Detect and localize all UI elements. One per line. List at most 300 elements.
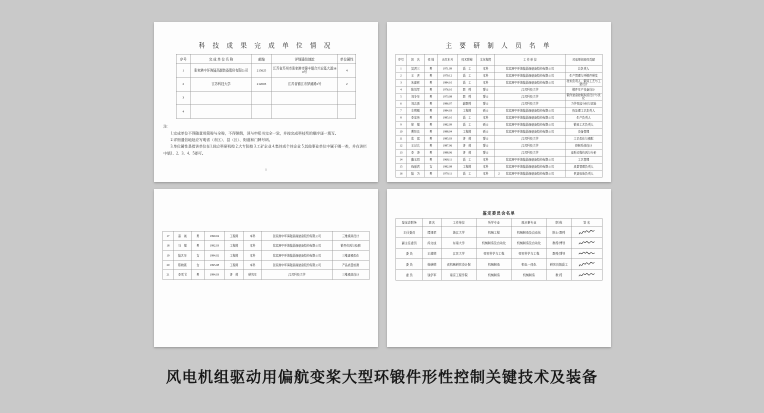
table-cell	[191, 105, 252, 119]
table-cell: 男	[425, 135, 437, 142]
page4-content	[387, 189, 611, 347]
table-cell: 生产负责人	[565, 114, 602, 121]
table-cell: 1988.04	[437, 128, 458, 135]
table-cell: 教 授	[546, 269, 571, 280]
table-cell: 2	[338, 77, 356, 91]
table-cell: 男	[425, 65, 437, 72]
page-thumbnail-3[interactable]	[154, 189, 378, 347]
table-cell: 4	[176, 105, 190, 119]
table-row	[396, 156, 602, 163]
table-cell: 工艺优化与模拟	[565, 135, 602, 142]
table-cell: 硕士	[476, 121, 495, 128]
table-row	[396, 79, 602, 86]
achievement-title: 风电机组驱动用偏航变桨大型环锻件形性控制关键技术及装备	[165, 369, 598, 386]
column-header: 序号	[176, 54, 190, 64]
header-row	[396, 54, 602, 65]
table-cell	[338, 105, 356, 119]
table-cell: 张家港中环海陆高端装备股份有限公司	[495, 170, 565, 177]
column-header: 详细通信地址	[271, 54, 337, 64]
appraisal-committee-table	[396, 218, 603, 280]
table-row	[396, 114, 602, 121]
table-row	[396, 142, 602, 149]
table-cell: 教授/博导	[546, 237, 571, 248]
table-cell: 设备管理	[565, 128, 602, 135]
table-cell: 高 工	[458, 79, 477, 86]
table-row	[163, 241, 369, 251]
table-cell: 锻件生产设备设计	[565, 86, 602, 93]
table-cell: 1979.11	[437, 170, 458, 177]
table-cell: 张家港中环海陆高端装备股份有限公司	[495, 128, 565, 135]
table-cell: 本科	[476, 79, 495, 86]
table-cell: 男	[425, 128, 437, 135]
table-row	[396, 65, 602, 72]
personnel-table-continued	[163, 231, 370, 280]
table-cell: 钱学军	[423, 269, 442, 280]
column-header: 现从事专业	[511, 218, 546, 226]
table-cell: 1985.10	[437, 114, 458, 121]
table-row	[396, 86, 602, 93]
table-cell: 讲 师	[458, 142, 477, 149]
table-cell: 工程师	[458, 163, 477, 170]
table-cell: 博士	[476, 93, 495, 100]
table-cell: 10	[396, 128, 406, 135]
table-row	[396, 128, 602, 135]
signature-scribble	[578, 228, 596, 235]
table-cell: 本科	[476, 114, 495, 121]
table-cell: 陈晓燕	[173, 260, 192, 270]
table-cell: 东南大学	[441, 237, 476, 248]
table-cell: 教 授	[458, 86, 477, 93]
table-cell: 本科	[243, 250, 262, 260]
table-cell: 工程师	[458, 107, 477, 114]
table-cell: 2	[176, 77, 190, 91]
table-cell: 高 工	[458, 114, 477, 121]
table-cell: 主任委员	[396, 227, 423, 238]
table-cell: 南京工程学院	[441, 269, 476, 280]
column-header: 工作单位	[441, 218, 476, 226]
table-cell: 1995.08	[204, 260, 225, 270]
table-cell: 男	[425, 121, 437, 128]
table-cell: 张家港中环海陆高端装备股份有限公司	[495, 107, 565, 114]
table-cell: 男	[425, 100, 437, 107]
table-cell: 王 洪	[406, 72, 425, 79]
table-cell: 生产管理与环锻件研发	[565, 72, 602, 79]
note-line: 3.单位属性是指该单位在1.独立科研机构 2.大专院校 3.工矿企业 4.集体或个体企业 5.其他事业单位中属于哪一类，并在该栏中填1、2、3、4、5即可。	[163, 144, 367, 156]
table-row	[396, 135, 602, 142]
column-header: 序号	[396, 54, 406, 65]
table-cell: 4	[338, 64, 356, 78]
table-cell: 男	[425, 156, 437, 163]
table-cell: 本科	[243, 260, 262, 270]
table-cell: 3	[176, 91, 190, 105]
table-cell: 1988.06	[437, 149, 458, 156]
table-cell: 1990.04	[204, 231, 225, 241]
table-row	[163, 231, 369, 241]
signature-cell	[571, 259, 602, 270]
table-cell: 江苏科技大学	[191, 77, 252, 91]
table-cell: 王记兵	[406, 142, 425, 149]
column-header: 鉴定会职务	[396, 218, 423, 226]
table-cell: 男	[192, 241, 204, 251]
table-cell: 三维模具设计	[332, 231, 369, 241]
table-cell: 1987.06	[437, 142, 458, 149]
table-cell: 成形过程仿真与分析	[565, 149, 602, 156]
table-row	[163, 270, 369, 280]
table-cell: 钱丽君	[406, 163, 425, 170]
table-cell	[271, 105, 337, 119]
table-cell: 1984.10	[437, 79, 458, 86]
table-cell: 1982.09	[437, 121, 458, 128]
personnel-table	[396, 54, 603, 177]
note-line: 2.详细通信地址应写明省（市区）、县（区）、街道和门牌号码。	[170, 137, 273, 142]
table-cell: 1994.03	[204, 270, 225, 280]
table-cell: 曹彭岳	[406, 128, 425, 135]
table-cell: 博士	[476, 149, 495, 156]
table-row	[396, 93, 602, 100]
table-cell: 男	[425, 93, 437, 100]
table-cell: 左明刚	[406, 107, 425, 114]
page-number: 2	[498, 171, 500, 176]
table-cell: 21	[163, 270, 173, 280]
table-cell: 教 授	[458, 93, 477, 100]
table-cell: 张家港中环海陆高端装备股份有限公司	[495, 156, 565, 163]
table-cell: 男	[192, 231, 204, 241]
table-cell: 张 斌	[406, 135, 425, 142]
table-cell: 19	[163, 250, 173, 260]
signature-scribble	[578, 260, 596, 267]
column-header: 工 作 单 位	[495, 54, 565, 65]
table-cell: 16	[396, 170, 406, 177]
table-cell: 张家港中环海陆高端装备股份有限公司	[262, 231, 332, 241]
table-cell: 本科	[476, 170, 495, 177]
table-cell: 省机械研究设计院	[441, 259, 476, 270]
table-cell: 李宏伟	[406, 114, 425, 121]
table-cell: 锻件仿真与检测	[332, 241, 369, 251]
table-cell: 1968.11	[437, 156, 458, 163]
table-cell: 三维建模优化	[332, 250, 369, 260]
table-cell: 本科	[476, 65, 495, 72]
table-cell: 吴君三	[406, 65, 425, 72]
table-cell: 教授/博导	[546, 248, 571, 259]
table-cell: 机械制造及自动化	[511, 237, 546, 248]
table-cell: 9	[396, 121, 406, 128]
page-thumbnail-2[interactable]	[387, 22, 611, 182]
table-cell: 陆 为	[406, 170, 425, 177]
table-cell: 热处理工艺负责人	[565, 107, 602, 114]
table-cell: 供货检验负责人	[565, 170, 602, 177]
table-cell: 1973.08	[437, 93, 458, 100]
table-cell: 13	[396, 149, 406, 156]
table-row	[396, 72, 602, 79]
column-header: 签 名	[571, 218, 602, 226]
table-cell: 1986.07	[437, 100, 458, 107]
table-cell: 锻件装备控制系统设计与优化	[566, 93, 601, 100]
table-cell: 高 工	[458, 170, 477, 177]
table-cell: 副教授	[458, 100, 477, 107]
table-cell: 工程师	[458, 128, 477, 135]
table-cell: 高 工	[458, 156, 477, 163]
table-cell: 男	[425, 149, 437, 156]
table-row	[396, 107, 602, 114]
table-cell: 1979.12	[437, 72, 458, 79]
table-cell: 院士/教授	[546, 227, 571, 238]
table-cell: 马 强	[173, 241, 192, 251]
table-cell: 本科	[476, 156, 495, 163]
table-cell: 张家港中环海陆高端装备股份有限公司	[262, 260, 332, 270]
table-cell: 张家港中环海陆高端装备股份有限公司	[495, 163, 565, 170]
table-cell: 高 诚	[173, 231, 192, 241]
table-cell: 戴玉同	[406, 156, 425, 163]
table-cell: 江苏科技大学	[262, 270, 332, 280]
table-cell: 三维模具设计	[332, 270, 369, 280]
table-cell: 男	[425, 142, 437, 149]
table-cell: 朱建彬	[406, 79, 425, 86]
table-cell: 江苏省镇江市梦溪路2号	[271, 77, 337, 91]
table-cell: 研究生	[243, 270, 262, 280]
table-cell: 江苏科技大学	[495, 149, 565, 156]
table-cell: 张家港中环海陆高端装备股份有限公司	[495, 65, 565, 72]
table-cell: 杨晓明	[423, 259, 442, 270]
table-cell: 汤文成	[423, 237, 442, 248]
table-cell: 江苏科技大学	[495, 86, 565, 93]
table-cell: 副主任委员	[396, 237, 423, 248]
table-cell: 男	[425, 72, 437, 79]
page4-title: 鉴定委员会名单	[482, 210, 516, 216]
table-cell: 张家港中环海陆高端装备股份有限公司	[495, 72, 565, 79]
table-cell: 硕士	[476, 107, 495, 114]
table-cell: 1994.02	[204, 250, 225, 260]
signature-cell	[571, 248, 602, 259]
table-cell: 江苏科技大学	[495, 93, 565, 100]
table-cell: 15	[396, 163, 406, 170]
table-cell: 1	[176, 64, 190, 78]
table-cell: 215625	[252, 64, 272, 78]
column-header: 姓名	[423, 218, 442, 226]
table-cell: 1992.03	[204, 241, 225, 251]
table-row	[176, 64, 356, 78]
table-cell: 李 涛	[406, 149, 425, 156]
table-cell: 王道明	[423, 248, 442, 259]
table-cell: 212003	[252, 77, 272, 91]
table-cell: 材料科学与工程	[511, 248, 546, 259]
table-cell: 讲 师	[458, 149, 477, 156]
table-cell: 机械工程	[476, 227, 511, 238]
table-cell	[191, 91, 252, 105]
table-cell: 1982.08	[437, 163, 458, 170]
column-header: 性 别	[425, 54, 437, 65]
table-cell: 3	[396, 79, 406, 86]
table-cell: 张家港中环海陆高端装备股份有限公司	[495, 79, 565, 86]
table-cell: 1976.10	[437, 86, 458, 93]
table-cell: 12	[396, 142, 406, 149]
table-cell: 7	[396, 107, 406, 114]
table-cell	[252, 91, 272, 105]
table-cell: 江苏科技大学	[495, 135, 565, 142]
table-cell: 机械制造	[476, 259, 511, 270]
table-cell: 徐 强	[406, 121, 425, 128]
column-header: 出生年月	[437, 54, 458, 65]
column-header: 单位属性	[338, 54, 356, 64]
table-row	[176, 105, 356, 119]
table-cell: 17	[163, 231, 173, 241]
signature-scribble	[578, 240, 595, 246]
table-cell: 机械制造及自动化	[476, 237, 511, 248]
table-cell: 张家港中环海陆高端装备股份有限公司	[495, 114, 565, 121]
table-cell: 博士	[476, 100, 495, 107]
page3-content	[154, 231, 378, 347]
table-cell: 刘志勇	[406, 100, 425, 107]
table-cell: 讲 师	[458, 135, 477, 142]
table-cell: 男	[425, 114, 437, 121]
signature-cell	[571, 269, 602, 280]
table-cell: 4	[396, 86, 406, 93]
table-cell: 浙江大学	[441, 227, 476, 238]
table-cell: 女	[192, 260, 204, 270]
table-cell	[271, 91, 337, 105]
table-cell	[252, 105, 272, 119]
table-cell: 工程师	[225, 231, 244, 241]
completion-units-table	[176, 54, 356, 119]
table-cell: 1971.09	[437, 65, 458, 72]
column-header: 文化程度	[476, 54, 495, 65]
table-cell: 李雪飞	[173, 270, 192, 280]
table-cell: 江苏大学	[441, 248, 476, 259]
table-cell: 委 员	[396, 248, 423, 259]
table-cell: 江苏省苏州市张家港市锦丰镇合兴宏基大道380号	[271, 64, 337, 78]
table-cell: 张家港中环海陆高端装备股份有限公司	[191, 64, 252, 78]
table-cell: 本科	[243, 241, 262, 251]
signature-scribble	[578, 250, 596, 257]
table-row	[396, 227, 602, 238]
column-header: 职 称	[546, 218, 571, 226]
table-row	[163, 250, 369, 260]
table-cell: 讲 师	[225, 270, 244, 280]
table-cell: 男	[192, 270, 204, 280]
table-cell: 14	[396, 156, 406, 163]
table-cell: 技术负责人、锻造工艺与工装设计	[566, 79, 601, 86]
page2-title: 主 要 研 制 人 员 名 单	[445, 41, 553, 49]
table-cell: 机械制造	[476, 269, 511, 280]
page1-title: 科 技 成 果 完 成 单 位 情 况	[198, 41, 334, 49]
page-thumbnail-4[interactable]	[387, 189, 611, 347]
column-header: 邮编	[252, 54, 272, 64]
page2-content	[387, 22, 611, 182]
column-header: 所学专业	[476, 218, 511, 226]
table-cell: 男	[425, 107, 437, 114]
table-cell: 产品质量检测	[332, 260, 369, 270]
table-cell: 博士	[476, 142, 495, 149]
table-row	[176, 77, 356, 91]
table-cell: 高 工	[458, 65, 477, 72]
table-row	[176, 91, 356, 105]
table-cell: 男	[425, 86, 437, 93]
table-cell: 5	[396, 93, 406, 100]
table-cell: 18	[163, 241, 173, 251]
table-cell: 江苏科技大学	[495, 100, 565, 107]
table-cell: 机械制造及自动化	[511, 227, 546, 238]
page1-notes	[163, 123, 368, 156]
table-cell: 材料科学与工程	[476, 248, 511, 259]
signature-scribble	[578, 272, 595, 278]
page1-content	[154, 22, 378, 182]
header-row	[176, 54, 356, 64]
table-row	[396, 237, 602, 248]
table-cell: 女	[192, 250, 204, 260]
table-cell: 委 员	[396, 269, 423, 280]
table-cell: 工程师	[225, 250, 244, 260]
table-cell: 20	[163, 260, 173, 270]
table-cell: 本科	[243, 231, 262, 241]
table-cell: 张家港中环海陆高端装备股份有限公司	[262, 250, 332, 260]
table-row	[396, 149, 602, 156]
table-cell: 女	[425, 163, 437, 170]
table-cell: 工程师	[225, 241, 244, 251]
table-cell: 本科	[476, 163, 495, 170]
table-cell: 陆艺华	[173, 250, 192, 260]
table-cell: 控制系统设计	[565, 142, 602, 149]
table-cell: 谭建荣	[423, 227, 442, 238]
signature-cell	[571, 227, 602, 238]
table-cell: 男	[425, 79, 437, 86]
table-cell: 质量管理负责人	[565, 163, 602, 170]
column-header: 技术职称	[458, 54, 477, 65]
table-cell: 力学性能分析与试验	[565, 100, 602, 107]
table-cell: 本科	[476, 72, 495, 79]
page-thumbnail-1[interactable]	[154, 22, 378, 182]
table-cell: 刘冬华	[406, 93, 425, 100]
column-header: 完 成 单 位 名 称	[191, 54, 252, 64]
table-cell: 张家港中环海陆高端装备股份有限公司	[262, 241, 332, 251]
column-header: 对成果创造性贡献	[565, 54, 602, 65]
table-cell: 1984.03	[437, 107, 458, 114]
table-cell	[338, 91, 356, 105]
table-cell: 1	[396, 65, 406, 72]
notes-label: 注：	[163, 124, 171, 129]
table-cell: 2	[396, 72, 406, 79]
table-cell: 高 工	[458, 121, 477, 128]
table-cell: 博士	[476, 86, 495, 93]
table-cell: 工程师	[225, 260, 244, 270]
table-cell: 机械制造	[511, 269, 546, 280]
table-cell: 研究员级高工	[546, 259, 571, 270]
table-cell: 锻造工艺负责人	[565, 121, 602, 128]
table-cell: 陈凤军	[406, 86, 425, 93]
table-row	[396, 248, 602, 259]
table-cell: 委 员	[396, 259, 423, 270]
column-header: 姓 名	[406, 54, 425, 65]
table-cell: 11	[396, 135, 406, 142]
header-row	[396, 218, 602, 226]
table-row	[396, 100, 602, 107]
table-cell: 硕士	[476, 128, 495, 135]
table-cell: 工艺管理	[565, 156, 602, 163]
table-cell: 男	[425, 170, 437, 177]
table-row	[396, 259, 602, 270]
signature-cell	[571, 237, 602, 248]
table-cell: 张家港中环海陆高端装备股份有限公司	[495, 121, 565, 128]
table-cell: 博士	[476, 135, 495, 142]
table-cell: 江苏科技大学	[495, 142, 565, 149]
table-cell: 1985.03	[437, 135, 458, 142]
table-cell: 机电一体化	[511, 259, 546, 270]
table-row	[163, 260, 369, 270]
table-row	[396, 269, 602, 280]
table-row	[396, 121, 602, 128]
note-line: 1.完成单位不得随意用简称与全称，不得颠倒，须与申报书完全一致，并按完成科技奖的顺序逐一填写。	[170, 131, 339, 136]
table-cell: 6	[396, 100, 406, 107]
table-cell: 高 工	[458, 72, 477, 79]
page-number: 1	[265, 167, 267, 172]
